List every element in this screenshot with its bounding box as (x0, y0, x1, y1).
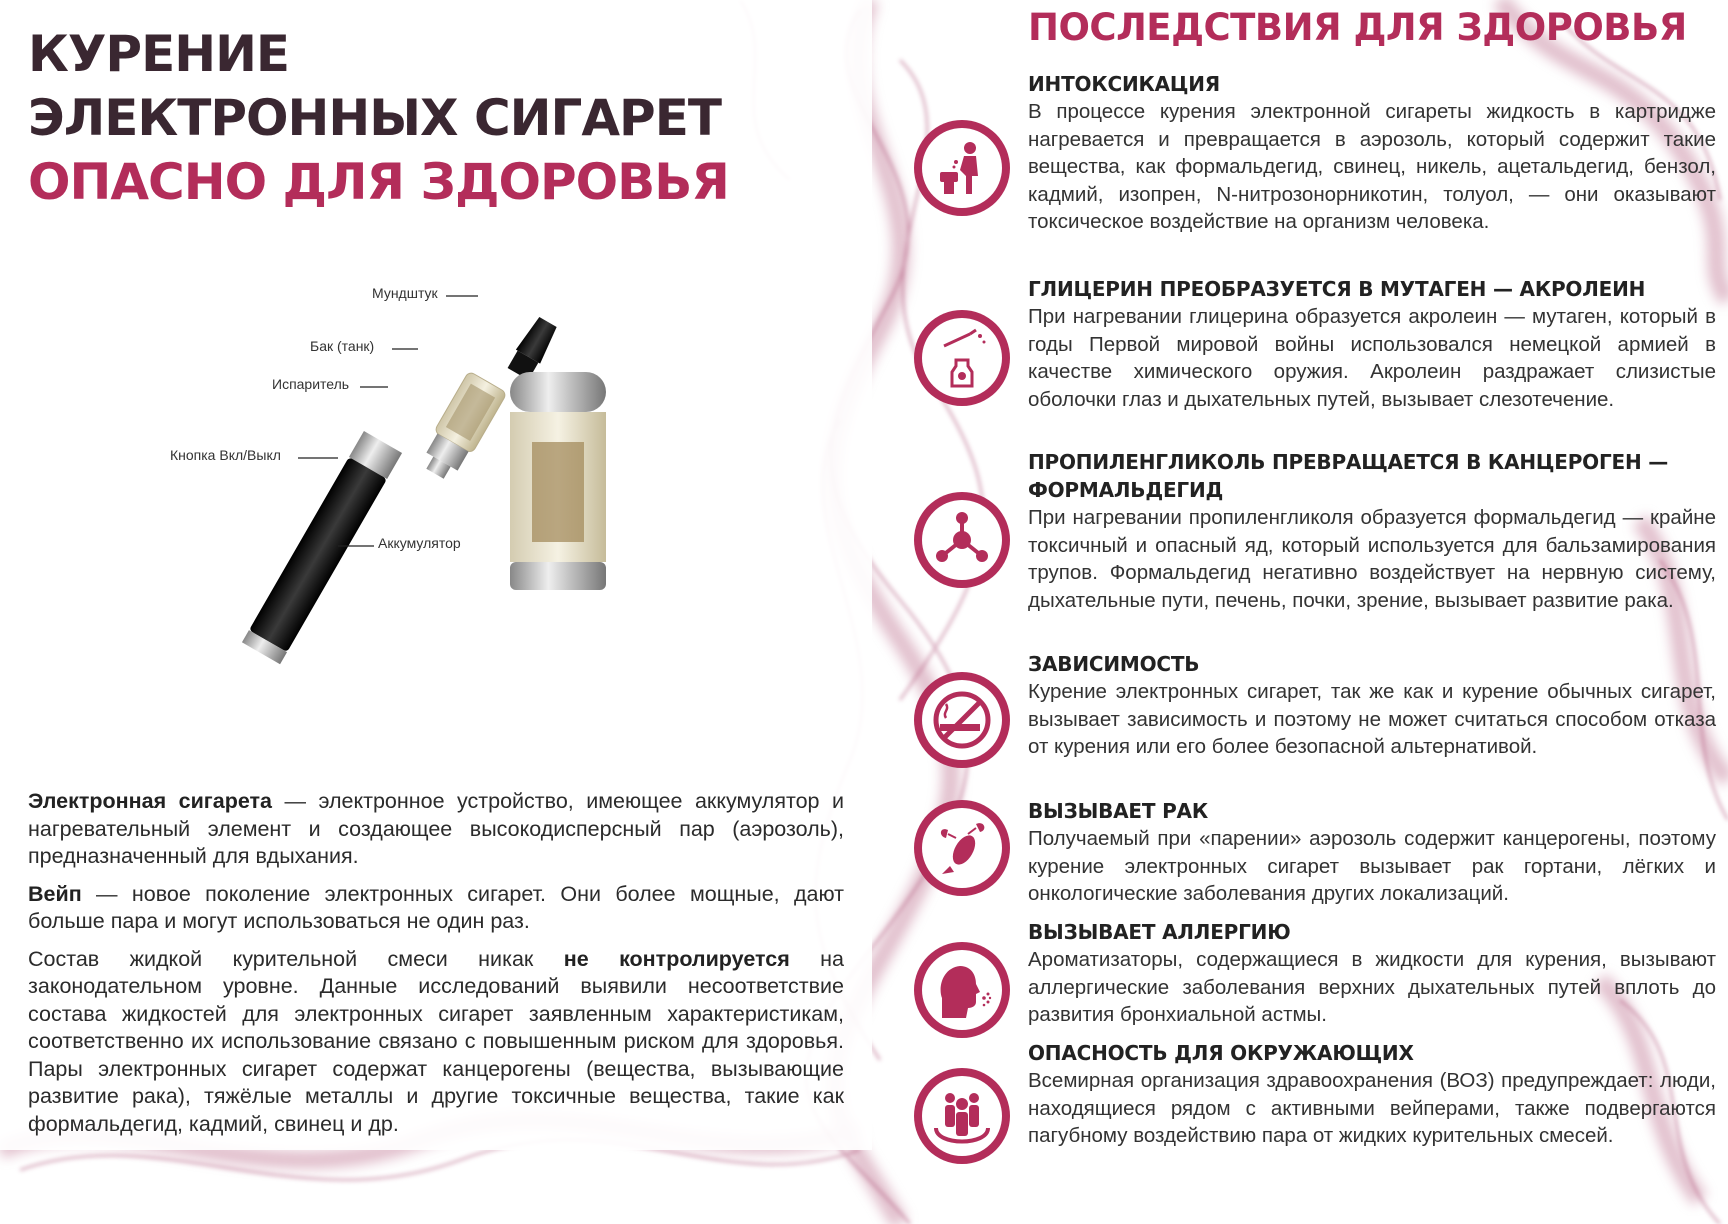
label-button: Кнопка Вкл/Выкл (170, 447, 281, 463)
section-heading: ИНТОКСИКАЦИЯ (1028, 72, 1221, 96)
section-cancer (1028, 797, 1716, 908)
section-heading: ГЛИЦЕРИН ПРЕОБРАЗУЕТСЯ В МУТАГЕН — АКРОЛЕИН (1028, 277, 1646, 301)
definition-ecigarette: — электронное устройство, имеющее аккумулятор и нагревательный элемент и создающее высокодисперсный пар (аэрозоль), предназначенный для вдыхания. (28, 789, 844, 868)
crayfish-icon (914, 800, 1010, 896)
label-mouthpiece: Мундштук (372, 285, 438, 301)
sneezing-head-icon (914, 942, 1010, 1038)
molecule-icon (914, 492, 1010, 588)
e-cigarette-drawing (138, 282, 738, 702)
section-formaldehyde (1028, 448, 1716, 614)
paragraph-vape-definition (28, 881, 844, 936)
section-intoxication (1028, 70, 1716, 236)
right-panel (896, 0, 1728, 1224)
group-people-icon (914, 1068, 1010, 1164)
section-text: Курение электронных сигарет, так же как и курение обычных сигарет, вызывает зависимость и поэтому не может считаться способом отказа от курения или его более безопасной альтернативой. (1028, 680, 1716, 758)
section-allergy (1028, 918, 1716, 1029)
main-title (28, 22, 848, 214)
composition-start: Состав жидкой курительной смеси никак (28, 946, 564, 971)
definition-vape: — новое поколение электронных сигарет. Они более мощные, дают больше пара и могут использоваться не один раз. (28, 881, 844, 933)
section-heading: ВЫЗЫВАЕТ АЛЛЕРГИЮ (1028, 920, 1291, 944)
term-ecigarette: Электронная сигарета (28, 789, 272, 813)
no-smoking-icon (914, 672, 1010, 768)
section-text: Ароматизаторы, содержащиеся в жидкости для курения, вызывают аллергические заболевания верхних дыхательных путей вплоть до развития бронхиальной астмы. (1028, 948, 1716, 1026)
left-body-text (28, 788, 844, 1148)
section-text: Получаемый при «парении» аэрозоль содержит канцерогены, поэтому курение электронных сигарет вызывает рак гортани, лёгких и онкологические заболевания других локализаций. (1028, 827, 1716, 905)
label-atomizer: Испаритель (272, 376, 350, 392)
composition-bold: не контролируется (563, 946, 790, 971)
composition-end: на законодательном уровне. Данные исследований выявили несоответствие состава жидкостей для электронных сигарет заявленным характеристикам, соответственно их использование связано с повышенным риском для здоровья. Пары электронных сигарет содержат канцерогены (вещества, вызывающие развитие рака), тяжёлые металлы и другие токсичные вещества, такие как формальдегид, кадмий, свинец и др. (28, 946, 844, 1136)
consequences-title: ПОСЛЕДСТВИЯ ДЛЯ ЗДОРОВЬЯ (1028, 6, 1687, 49)
vomiting-person-icon (914, 120, 1010, 216)
section-heading: ОПАСНОСТЬ ДЛЯ ОКРУЖАЮЩИХ (1028, 1041, 1414, 1065)
section-addiction (1028, 650, 1716, 761)
section-heading: ЗАВИСИМОСТЬ (1028, 652, 1200, 676)
term-vape: Вейп (28, 881, 82, 906)
section-text: В процессе курения электронной сигареты жидкость в картридже нагревается и превращается в аэрозоль, который содержит такие вещества, как формальдегид, свинец, никель, ацетальдегид, бензол, кадмий, изопрен, N-нитрозонорникотин, толуол, — они оказывают токсическое воздействие на организм человека. (1028, 100, 1716, 233)
poison-bottle-icon (914, 310, 1010, 406)
section-acrolein (1028, 275, 1716, 413)
e-cigarette-illustration (138, 282, 738, 702)
title-line-1: КУРЕНИЕ (28, 25, 290, 83)
paragraph-composition (28, 946, 844, 1139)
label-tank: Бак (танк) (310, 338, 375, 354)
section-text: При нагревании глицерина образуется акролеин — мутаген, который в годы Первой мировой войны использовался немецкой армией в качестве химического оружия. Акролеин раздражает слизистые оболочки глаз и дыхательных путей, вызывает слезотечение. (1028, 305, 1716, 411)
section-text: Всемирная организация здравоохранения (ВОЗ) предупреждает: люди, находящиеся рядом с активными вейперами, также подвергаются пагубному воздействию пара от жидких курительных смесей. (1028, 1069, 1716, 1147)
title-line-3: ОПАСНО ДЛЯ ЗДОРОВЬЯ (28, 153, 729, 211)
section-heading: ПРОПИЛЕНГЛИКОЛЬ ПРЕВРАЩАЕТСЯ В КАНЦЕРОГЕН — ФОРМАЛЬДЕГИД (1028, 450, 1669, 502)
paragraph-ecig-definition (28, 788, 844, 871)
title-line-2: ЭЛЕКТРОННЫХ СИГАРЕТ (28, 89, 721, 147)
section-text: При нагревании пропиленгликоля образуется формальдегид — крайне токсичный и опасный яд, который используется для бальзамирования трупов. Формальдегид негативно воздействует на нервную систему, дыхательные пути, печень, почки, зрение, вызывает развитие рака. (1028, 506, 1716, 612)
section-bystanders (1028, 1039, 1716, 1150)
section-heading: ВЫЗЫВАЕТ РАК (1028, 799, 1208, 823)
label-battery: Аккумулятор (378, 535, 461, 551)
